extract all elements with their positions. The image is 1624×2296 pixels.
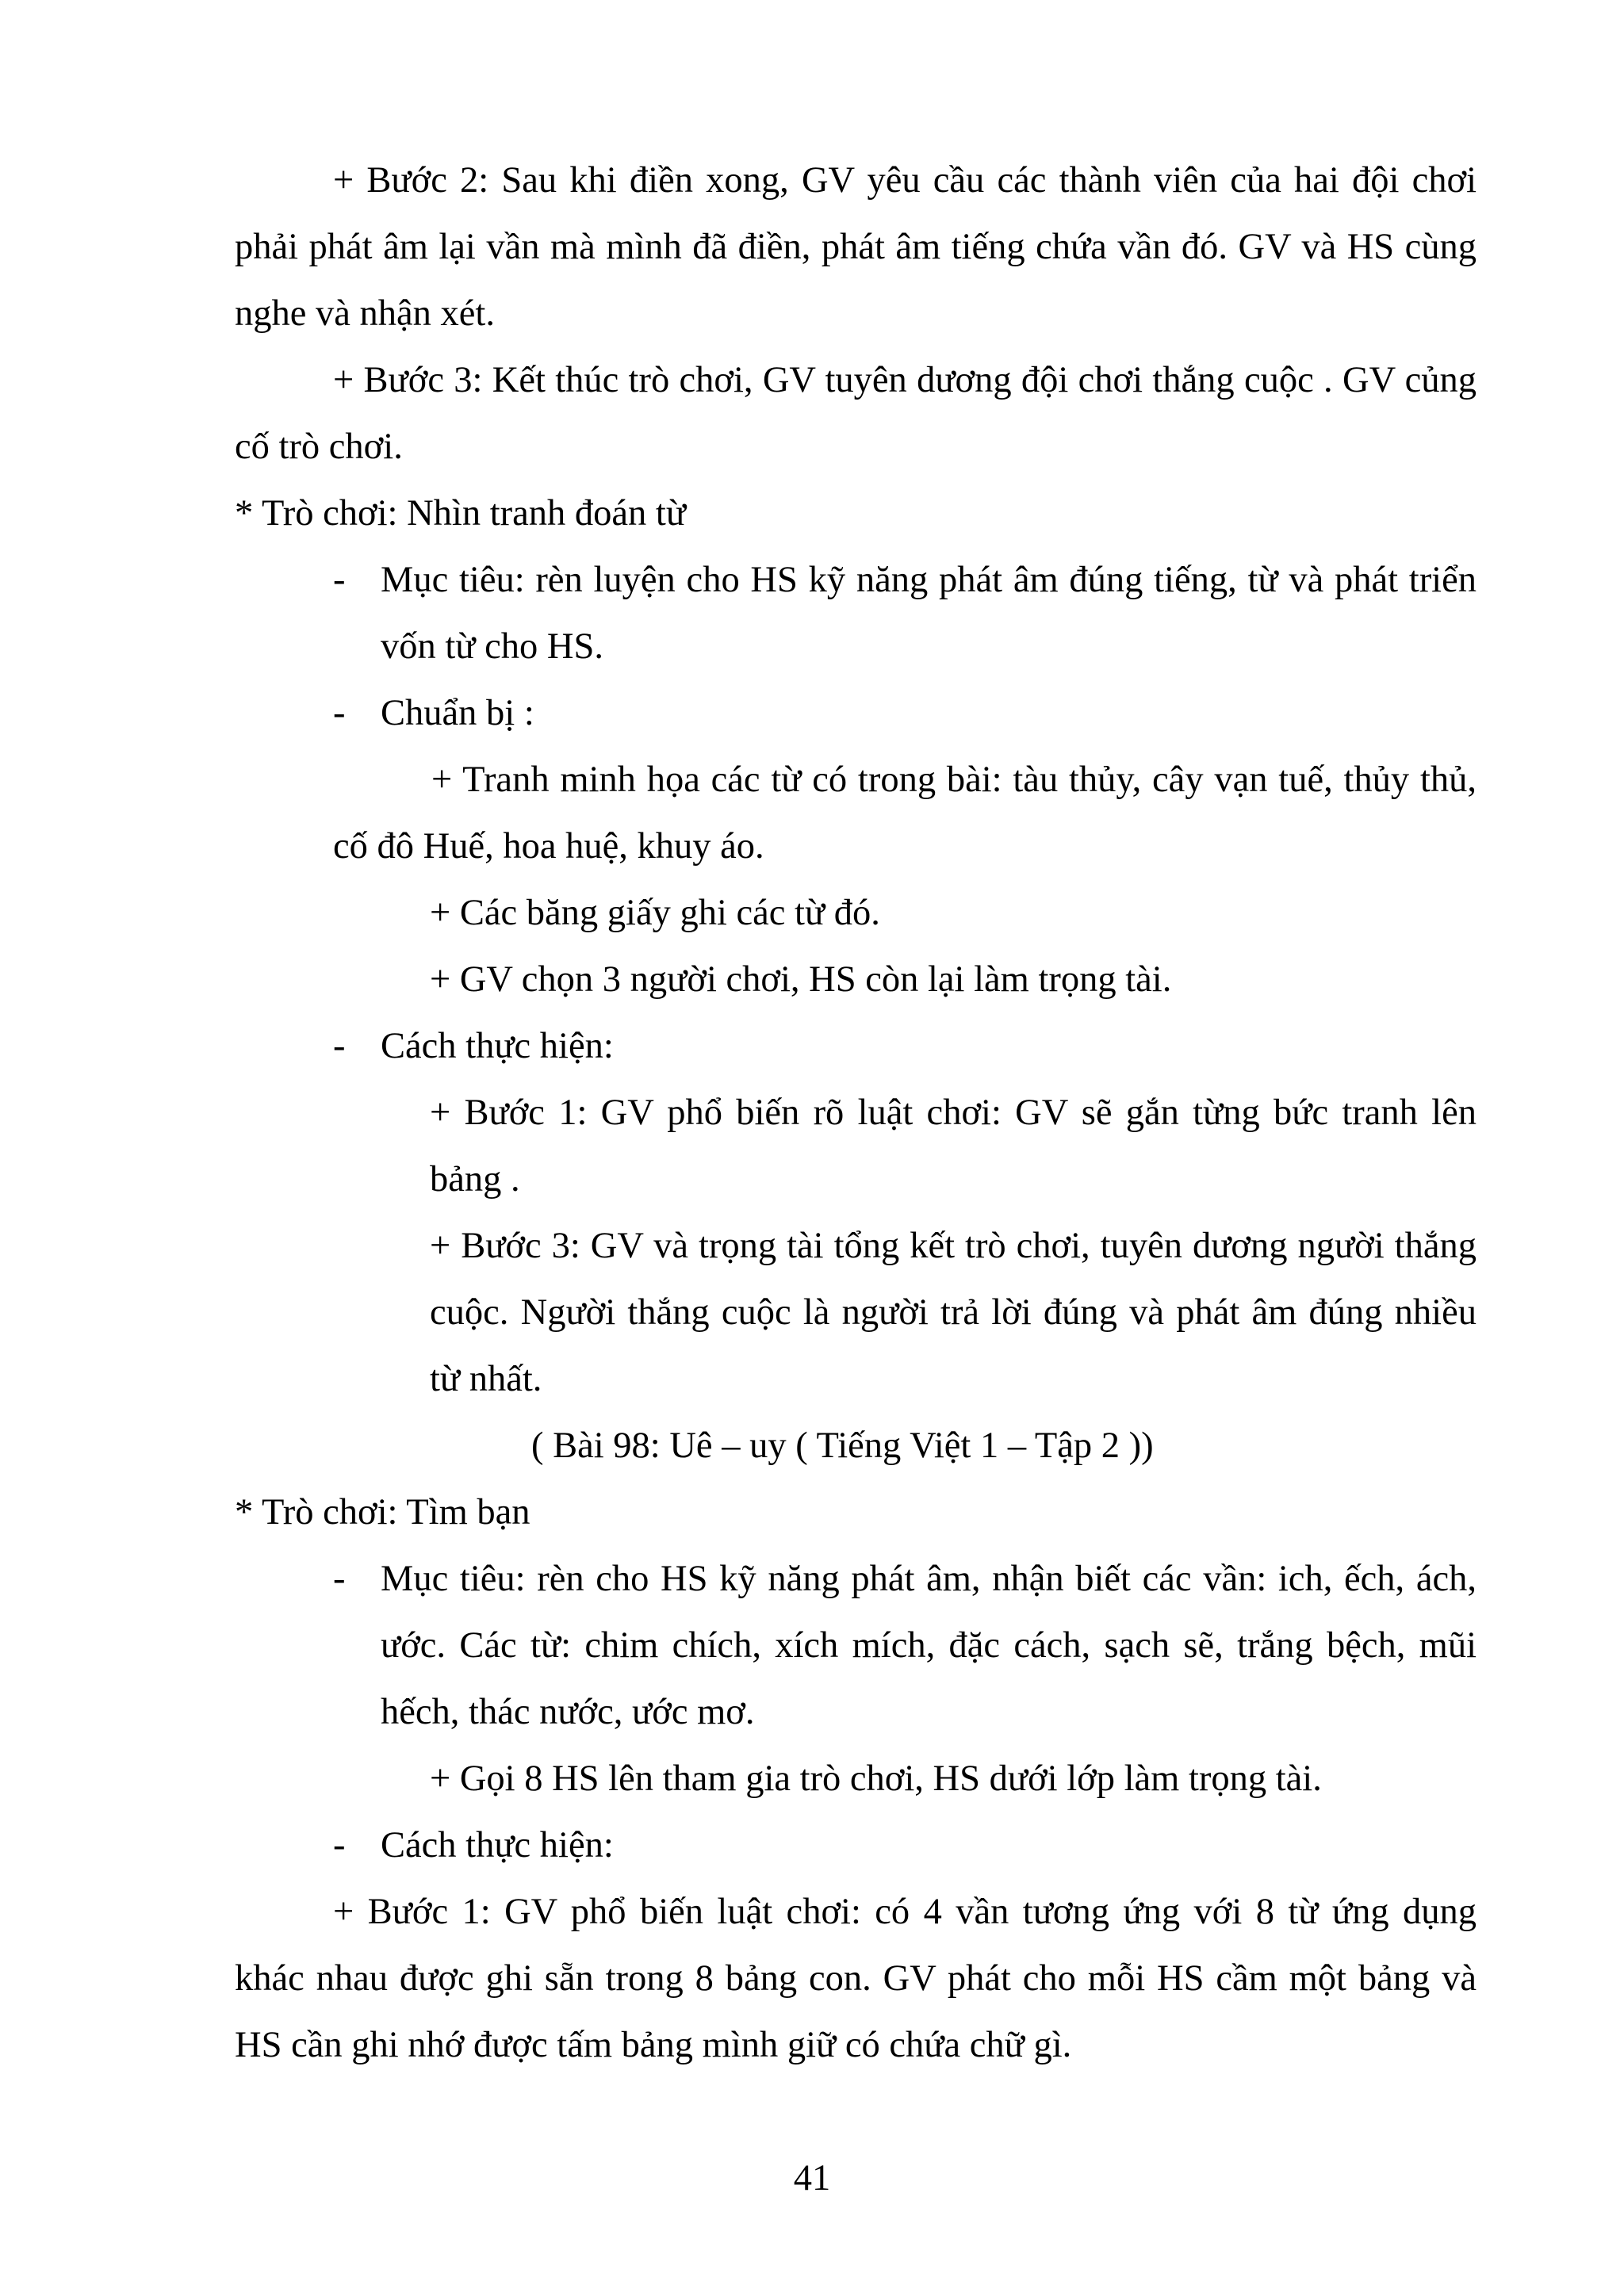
sub-item-paper-strips: + Các băng giấy ghi các từ đó. (430, 893, 880, 933)
list-item-text: Mục tiêu: rèn cho HS kỹ năng phát âm, nhận biết các vần: ich, ếch, ách, ước. Các từ: chim chích, xích mích, đặc cách, sạch sẽ, trắng bệch, mũi hếch, thác nước, ước mơ. (381, 1559, 1477, 1732)
sub-item-call-students: + Gọi 8 HS lên tham gia trò chơi, HS dưới lớp làm trọng tài. (430, 1758, 1322, 1799)
list-item-objective (235, 1546, 1477, 1746)
dash-bullet: - (333, 693, 346, 733)
list-item-text: Chuẩn bị : (381, 693, 534, 733)
list-item-text: Cách thực hiện: (381, 1026, 614, 1066)
sub-item-players: + GV chọn 3 người chơi, HS còn lại làm trọng tài. (430, 959, 1172, 1000)
page-number: 41 (793, 2158, 831, 2198)
lesson-caption: ( Bài 98: Uê – uy ( Tiếng Việt 1 – Tập 2 )) (531, 1425, 1154, 1466)
document-body (235, 147, 1477, 2079)
sub-item-step-3: + Bước 3: GV và trọng tài tổng kết trò chơi, tuyên dương người thắng cuộc. Người thắng cuộc là người trả lời đúng và phát âm đúng nhiều từ nhất. (430, 1226, 1477, 1399)
paragraph-step-3: + Bước 3: Kết thúc trò chơi, GV tuyên dương đội chơi thắng cuộc . GV củng cố trò chơi. (235, 360, 1477, 467)
dash-bullet: - (333, 1559, 346, 1599)
list-item-text: Cách thực hiện: (381, 1825, 614, 1866)
sub-item-step-1: + Bước 1: GV phổ biến rõ luật chơi: GV sẽ gắn từng bức tranh lên bảng . (430, 1093, 1477, 1200)
dash-bullet: - (333, 1026, 346, 1066)
game-heading-find-friend: * Trò chơi: Tìm bạn (235, 1492, 530, 1533)
dash-bullet: - (333, 1825, 346, 1866)
list-item-procedure (235, 1013, 1477, 1080)
game-heading-guess-word: * Trò chơi: Nhìn tranh đoán từ (235, 493, 687, 534)
list-item-procedure (235, 1812, 1477, 1879)
paragraph-step-2: + Bước 2: Sau khi điền xong, GV yêu cầu các thành viên của hai đội chơi phải phát âm lại vần mà mình đã điền, phát âm tiếng chứa vần đó. GV và HS cùng nghe và nhận xét. (235, 160, 1477, 334)
sub-item-pictures: + Tranh minh họa các từ có trong bài: tàu thủy, cây vạn tuế, thủy thủ, cố đô Huế, hoa huệ, khuy áo. (333, 760, 1477, 867)
list-item-objective (235, 547, 1477, 680)
paragraph-step-1-rules: + Bước 1: GV phổ biến luật chơi: có 4 vần tương ứng với 8 từ ứng dụng khác nhau được ghi sẵn trong 8 bảng con. GV phát cho mỗi HS cầm một bảng và HS cần ghi nhớ được tấm bảng mình giữ có chứa chữ gì. (235, 1892, 1477, 2065)
dash-bullet: - (333, 560, 346, 600)
list-item-preparation (235, 680, 1477, 747)
list-item-text: Mục tiêu: rèn luyện cho HS kỹ năng phát âm đúng tiếng, từ và phát triển vốn từ cho HS. (381, 560, 1477, 667)
